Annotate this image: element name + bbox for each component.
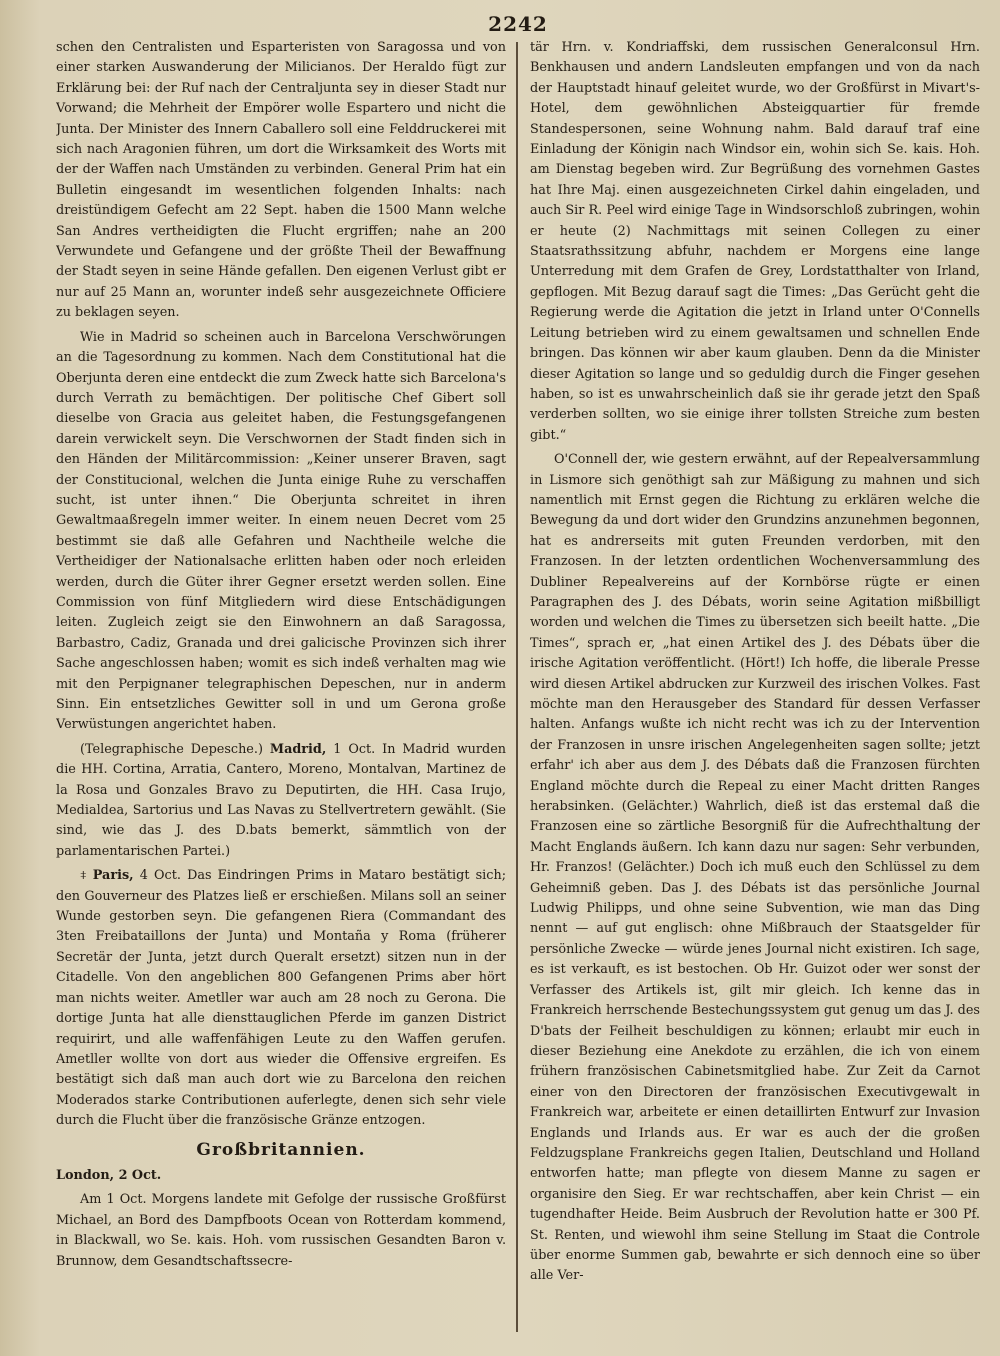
right-column (518, 38, 980, 1338)
text-columns (56, 38, 980, 1338)
madrid-body: 1 Oct. In Madrid wurden die HH. Cortina, Arratia, Cantero, Moreno, Montalvan, Martinez de la Rosa und Gonzales Bravo zu Deputirten, die HH. Casa Irujo, Medialdea, Sartorius und Las Navas zu Stellvertretern gewählt. (Sie sind, wie das J. des D.bats bemerkt, sämmtlich von der parlamentarischen Partei.) (56, 741, 507, 859)
left-paragraph-1: schen den Centralisten und Esparteristen von Saragossa und von einer starken Auswanderung der Milicianos. Der Heraldo fügt zur Erklärung bei: der Ruf nach der Centraljunta sey in dieser Stadt nur Vorwand; die Mehrheit der Empörer wolle Espartero und nicht die Junta. Der Minister des Innern Caballero soll eine Felddruckerei mit sich nach Aragonien führen, um dort die Wirksamkeit des Worts mit der der Waffen nach Umständen zu verbinden. General Prim hat ein Bulletin eingesandt im wesentlichen folgenden Inhalts: nach dreistündigem Gefecht am 22 Sept. haben die 1500 Mann welche San Andres vertheidigten die Flucht ergriffen; nahe an 200 Verwundete und Gefangene und der größte Theil der Bewaffnung der Stadt seyen in seine Hände gefallen. Den eigenen Verlust gibt er nur auf 25 Mann an, worunter indeß sehr ausgezeichnete Officiere zu beklagen seyen. (56, 40, 507, 321)
correspondent-mark: ⧧ (80, 868, 87, 884)
left-column (56, 38, 516, 1338)
paris-dateline: Paris, (92, 868, 134, 884)
right-paragraph-1: tär Hrn. v. Kondriaffski, dem russischen Generalconsul Hrn. Benkhausen und andern Landsleuten empfangen und von da nach der Hauptstadt hinauf geleitet wurde, wo der Großfürst in Mivart's-Hotel, dem gewöhnlichen Absteigquartier für fremde Standespersonen, seine Wohnung nahm. Bald darauf traf eine Einladung der Königin nach Windsor ein, wohin sich Se. kais. Hoh. am Dienstag begeben wird. Zur Begrüßung des vornehmen Gastes hat Ihre Maj. einen ausgezeichneten Cirkel dahin eingeladen, und auch Sir R. Peel wird einige Tage in Windsorschloß zubringen, wohin er heute (2) Nachmittags mit seinen Collegen zu einer Staatsrathssitzung abfuhr, nachdem er Morgens eine lange Unterredung mit dem Grafen de Grey, Lordstatthalter von Irland, gepflogen. Mit Bezug darauf sagt die Times: „Das Gerücht geht die Regierung werde die Agitation die jetzt in Irland unter O'Connells Leitung betrieben wird zu einem gewaltsamen und schnellen Ende bringen. Das können wir aber kaum glauben. Denn da die Minister dieser Agitation so lange und so geduldig durch die Finger gesehen haben, so ist es unwahrscheinlich daß sie ihr gerade jetzt den Spaß verderben sollten, wo sie einige ihrer tollsten Streiche zum besten gibt.“ (529, 40, 980, 443)
left-paragraph-5: Am 1 Oct. Morgens landete mit Gefolge der russische Großfürst Michael, an Bord des Dampfboots Ocean von Rotterdam kommend, in Blackwall, wo Se. kais. Hoh. vom russischen Gesandten Baron v. Brunnow, dem Gesandtschaftssecre- (56, 1192, 507, 1269)
right-paragraph-2: O'Connell der, wie gestern erwähnt, auf der Repealversammlung in Lismore sich genöthigt sah zur Mäßigung zu mahnen und sich namentlich mit Ernst gegen die Richtung zu erklären welche die Bewegung da und dort wider den Grundzins anzunehmen begonnen, hat es andrerseits mit guten Freunden verdorben, mit den Franzosen. In der letzten ordentlichen Wochenversammlung des Dubliner Repealvereins auf der Kornbörse rügte er einen Paragraphen des J. des Débats, worin seine Agitation mißbilligt worden und welchen die Times zu übersetzen sich beeilt hatte. „Die Times“, sprach er, „hat einen Artikel des J. des Débats über die irische Agitation veröffentlicht. (Hört!) Ich hoffe, die liberale Presse wird diesen Artikel abdrucken zur Kurzweil des irischen Volkes. Fast möchte man den Herausgeber des Standard für dessen Verfasser halten. Anfangs wußte ich nicht recht was ich zu der Intervention der Franzosen in unsre irischen Angelegenheiten sagen sollte; jetzt erfahr' ich aber aus dem J. des Débats daß die Franzosen fürchten England möchte durch die Repeal zu einer Macht dritten Ranges herabsinken. (Gelächter.) Wahrlich, dieß ist das erstemal daß die Franzosen eine so zärtliche Besorgniß für die Aufrechthaltung der Macht Englands äußern. Ich kann dazu nur sagen: Sehr verbunden, Hr. Franzos! (Gelächter.) Doch ich muß euch den Schlüssel zu dem Geheimniß geben. Das J. des Débats ist das persönliche Journal Ludwig Philipps, und ohne seine Subvention, wie man das Ding nennt — auf gut englisch: ohne Mißbrauch der Staatsgelder für persönliche Zwecke — würde jenes Journal nicht existiren. Ich sage, es ist verkauft, es ist bestochen. Ob Hr. Guizot oder wer sonst der Verfasser des Artikels ist, gilt mir gleich. Ich kenne das in Frankreich herrschende Bestechungssystem gut genug um das J. des D'bats der Feilheit beschuldigen zu können; erlaubt mir euch in dieser Beziehung eine Anekdote zu erzählen, die ich von einem frühern französischen Cabinetsmitglied habe. Zur Zeit da Carnot einer von den Directoren der französischen Executivgewalt in Frankreich war, arbeitete er einen detaillirten Entwurf zur Invasion Englands und Irlands aus. Er war es auch der die großen Feldzugsplane Frankreichs gegen Italien, Deutschland und Holland entworfen hatte; man pflegte von diesem Manne zu sagen er organisire den Sieg. Er war rechtschaffen, aber kein Christ — ein tugendhafter Heide. Beim Ausbruch der Revolution hatte er 300 Pf. St. Renten, und wiewohl ihm seine Stellung im Staat die Controle über enorme Summen gab, bewahrte er sich dennoch eine so über alle Ver- (529, 452, 980, 1284)
left-paragraph-2: Wie in Madrid so scheinen auch in Barcelona Verschwörungen an die Tagesordnung zu kommen. Nach dem Constitutional hat die Oberjunta deren eine entdeckt die zum Zweck hatte sich Barcelona's durch Verrath zu bemächtigen. Der politische Chef Gibert soll dieselbe von Gracia aus geleitet haben, die Festungsgefangenen darein verwickelt seyn. Die Verschwornen der Stadt finden sich in den Händen der Militärcommission: „Keiner unserer Braven, sagt der Constitucional, welchen die Junta einige Ruhe zu verschaffen sucht, ist unter ihnen.“ Die Oberjunta schreitet in ihren Gewaltmaaßregeln immer weiter. In einem neuen Decret vom 25 bestimmt sie daß alle Gefahren und Nachtheile welche die Vertheidiger der Nationalsache erlitten haben oder noch erleiden werden, durch die Güter ihrer Gegner ersetzt werden sollen. Eine Commission von fünf Mitgliedern wird diese Entschädigungen leiten. Zugleich zeigt sie den Einwohnern an daß Saragossa, Barbastro, Cadiz, Granada und drei galicische Provinzen sich ihrer Sache angeschlossen haben; womit es sich indeß verhalten mag wie mit den Perpignaner telegraphischen Depeschen, nur in anderm Sinn. Ein entsetzliches Gewitter soll in und um Gerona große Verwüstungen angerichtet haben. (56, 329, 507, 733)
telegraph-prefix: (Telegraphische Depesche.) (80, 741, 263, 757)
london-dateline: London, (56, 1167, 115, 1183)
london-date: 2 Oct. (118, 1167, 162, 1183)
section-title: Großbritannien. (196, 1139, 366, 1160)
london-dateline-line (56, 1166, 506, 1186)
left-paragraph-4 (56, 866, 506, 1131)
page-number: 2242 (488, 12, 548, 36)
madrid-dateline: Madrid, (269, 741, 327, 757)
left-paragraph-3 (56, 740, 506, 862)
paris-body: 4 Oct. Das Eindringen Prims in Mataro bestätigt sich; den Gouverneur des Platzes ließ er erschießen. Milans soll an seiner Wunde gestorben seyn. Die gefangenen Riera (Commandant des 3ten Freibataillons der Junta) und Montaña y Roma (früherer Secretär der Junta, jetzt durch Queralt ersetzt) sitzen nun in der Citadelle. Von den angeblichen 800 Gefangenen Prims aber hört man nichts weiter. Ametller war auch am 28 noch zu Gerona. Die dortige Junta hat alle diensttauglichen Pferde im ganzen District requirirt, und alle waffenfähigen Leute zu den Waffen gerufen. Ametller wollte von dort aus wieder die Offensive ergreifen. Es bestätigt sich daß man auch dort wie zu Barcelona den reichen Moderados starke Contributionen auferlegte, denen sich sehr viele durch die Flucht über die französische Gränze entzogen. (56, 868, 507, 1129)
